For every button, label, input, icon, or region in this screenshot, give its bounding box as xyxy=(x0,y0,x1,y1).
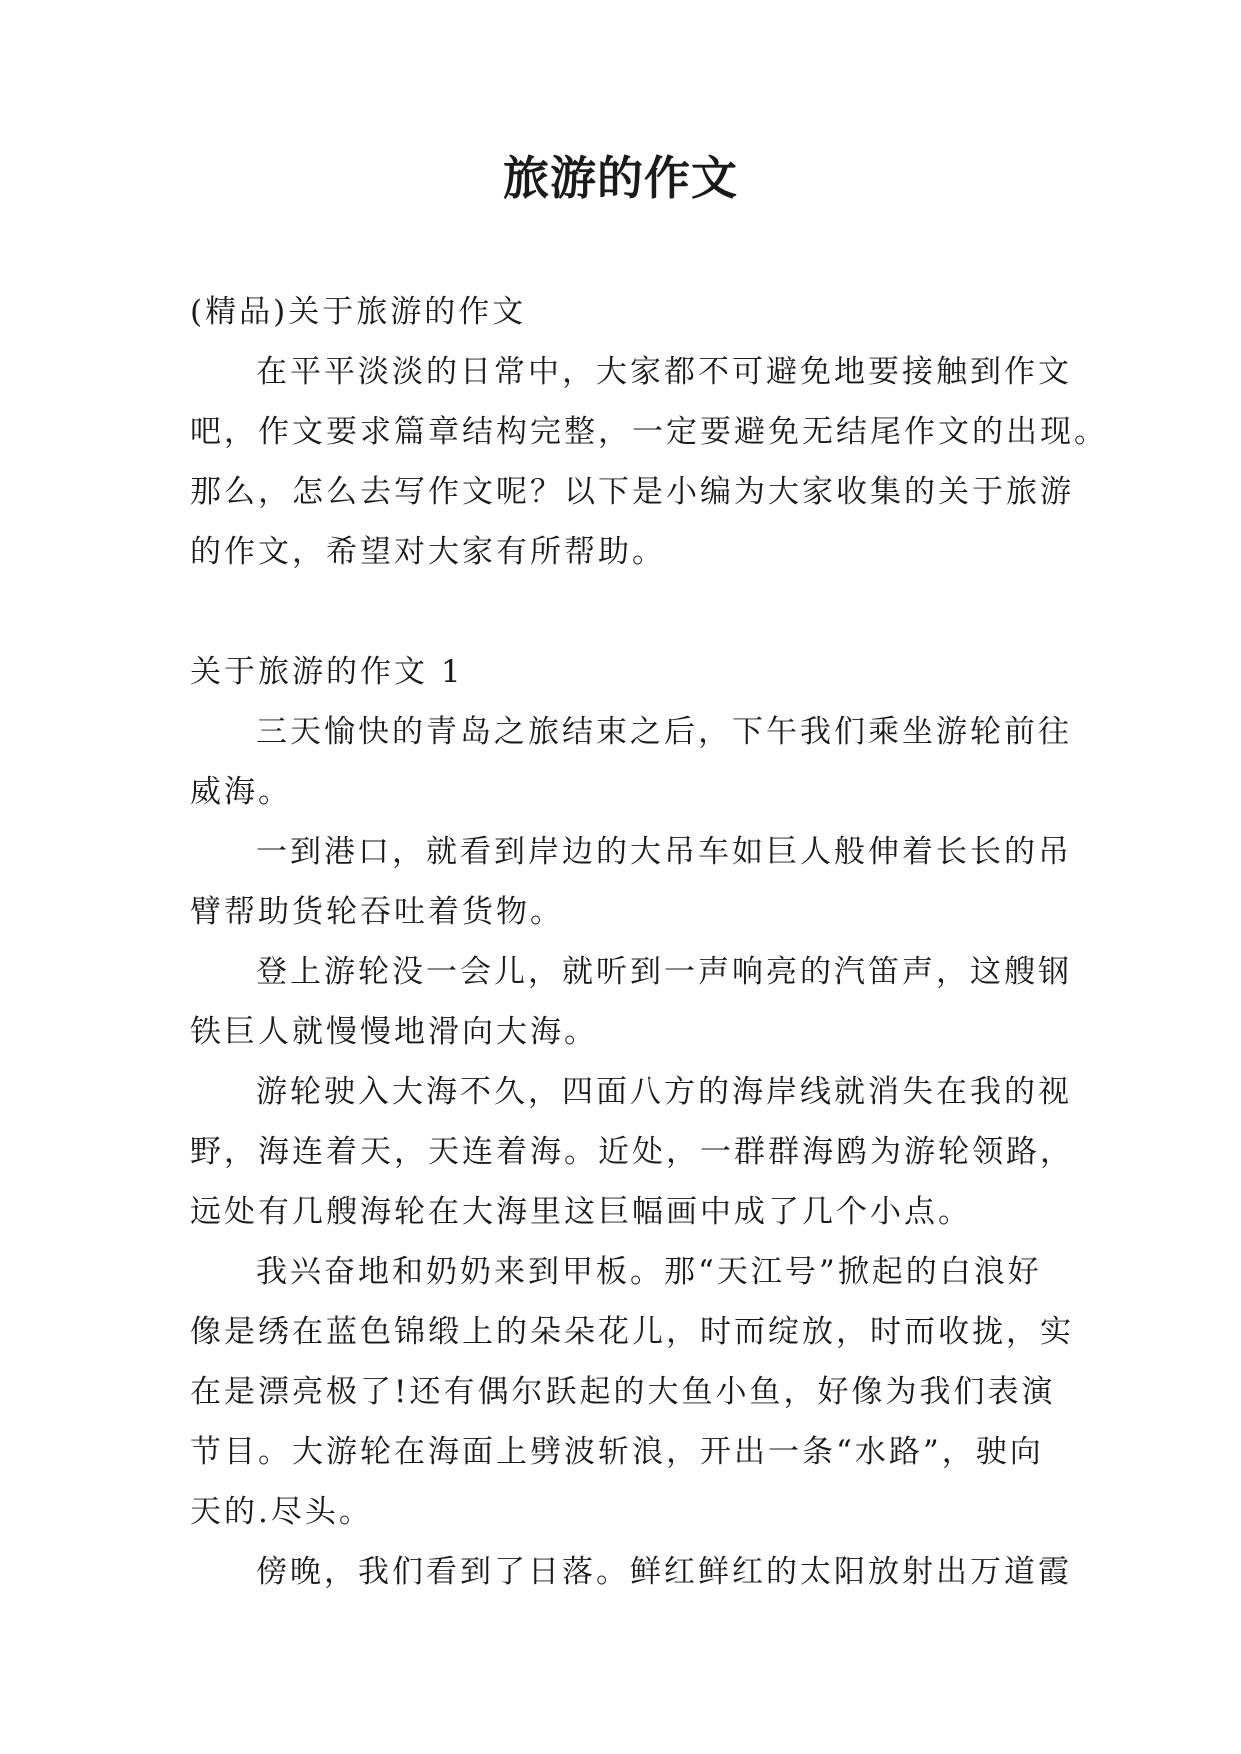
paragraph-line: 威海。 xyxy=(190,774,292,810)
paragraph-line: 那么，怎么去写作文呢？以下是小编为大家收集的关于旅游 xyxy=(190,474,1074,510)
document-body xyxy=(190,282,1108,1602)
paragraph-line: 吧，作文要求篇章结构完整，一定要避免无结尾作文的出现。 xyxy=(190,414,1108,450)
paragraph-line: 我兴奋地和奶奶来到甲板。那“天江号”掀起的白浪好 xyxy=(256,1254,1042,1290)
subtitle: (精品)关于旅游的作文 xyxy=(190,294,527,330)
paragraph xyxy=(190,942,1072,1062)
intro-paragraph xyxy=(190,342,1108,582)
paragraph-line: 铁巨人就慢慢地滑向大海。 xyxy=(190,1014,598,1050)
blank-line xyxy=(190,582,1060,642)
paragraph-line: 节目。大游轮在海面上劈波斩浪，开出一条“水路”，驶向 xyxy=(190,1434,1044,1470)
paragraph-line: 傍晚，我们看到了日落。鲜红鲜红的太阳放射出万道霞 xyxy=(256,1554,1072,1590)
paragraph xyxy=(190,822,1072,942)
paragraph-line: 远处有几艘海轮在大海里这巨幅画中成了几个小点。 xyxy=(190,1194,972,1230)
paragraph-line: 天的.尽头。 xyxy=(190,1494,373,1530)
section-heading: 关于旅游的作文 1 xyxy=(190,654,464,690)
paragraph-line: 在平平淡淡的日常中，大家都不可避免地要接触到作文 xyxy=(256,354,1072,390)
document-title: 旅游的作文 xyxy=(503,151,738,205)
paragraph-line: 登上游轮没一会儿，就听到一声响亮的汽笛声，这艘钢 xyxy=(256,954,1072,990)
paragraph-line: 臂帮助货轮吞吐着货物。 xyxy=(190,894,564,930)
paragraph-line: 一到港口，就看到岸边的大吊车如巨人般伸着长长的吊 xyxy=(256,834,1072,870)
paragraph-line: 的作文，希望对大家有所帮助。 xyxy=(190,534,666,570)
paragraph-line: 三天愉快的青岛之旅结束之后，下午我们乘坐游轮前往 xyxy=(256,714,1072,750)
paragraph-line: 像是绣在蓝色锦缎上的朵朵花儿，时而绽放，时而收拢，实 xyxy=(190,1314,1074,1350)
paragraph xyxy=(190,1242,1074,1542)
paragraph xyxy=(190,1062,1074,1242)
paragraph xyxy=(190,702,1072,822)
paragraph-line: 在是漂亮极了!还有偶尔跃起的大鱼小鱼，好像为我们表演 xyxy=(190,1374,1056,1410)
paragraph-line: 野，海连着天，天连着海。近处，一群群海鸥为游轮领路， xyxy=(190,1134,1074,1170)
paragraph xyxy=(190,1542,1072,1602)
paragraph-line: 游轮驶入大海不久，四面八方的海岸线就消失在我的视 xyxy=(256,1074,1072,1110)
